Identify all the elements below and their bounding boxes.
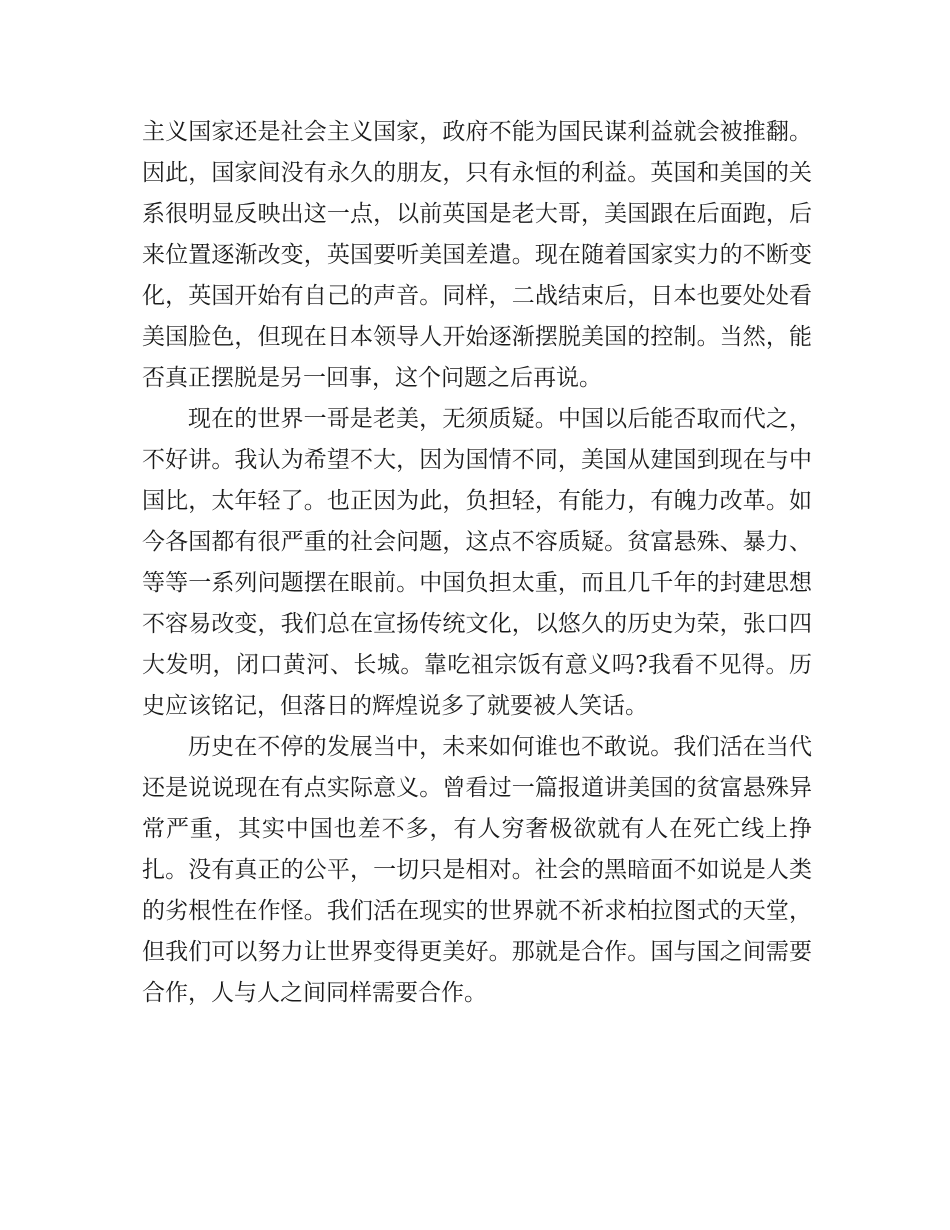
paragraph-1: 主义国家还是社会主义国家，政府不能为国民谋利益就会被推翻。因此，国家间没有永久的朋友，只有永恒的利益。英国和美国的关系很明显反映出这一点，以前英国是老大哥，美国跟在后面跑，后来位置逐渐改变，英国要听美国差遣。现在随着国家实力的不断变化，英国开始有自己的声音。同样，二战结束后，日本也要处处看美国脸色，但现在日本领导人开始逐渐摆脱美国的控制。当然，能否真正摆脱是另一回事，这个问题之后再说。	[142, 119, 812, 391]
document-body	[142, 112, 812, 1014]
paragraph-2: 现在的世界一哥是老美，无须质疑。中国以后能否取而代之，不好讲。我认为希望不大，因为国情不同，美国从建国到现在与中国比，太年轻了。也正因为此，负担轻，有能力，有魄力改革。如今各国都有很严重的社会问题，这点不容质疑。贫富悬殊、暴力、等等一系列问题摆在眼前。中国负担太重，而且几千年的封建思想不容易改变，我们总在宣扬传统文化，以悠久的历史为荣，张口四大发明，闭口黄河、长城。靠吃祖宗饭有意义吗?我看不见得。历史应该铭记，但落日的辉煌说多了就要被人笑话。	[142, 406, 812, 719]
paragraph-3: 历史在不停的发展当中，未来如何谁也不敢说。我们活在当代还是说说现在有点实际意义。曾看过一篇报道讲美国的贫富悬殊异常严重，其实中国也差不多，有人穷奢极欲就有人在死亡线上挣扎。没有真正的公平，一切只是相对。社会的黑暗面不如说是人类的劣根性在作怪。我们活在现实的世界就不祈求柏拉图式的天堂，但我们可以努力让世界变得更美好。那就是合作。国与国之间需要合作，人与人之间同样需要合作。	[142, 734, 812, 1006]
